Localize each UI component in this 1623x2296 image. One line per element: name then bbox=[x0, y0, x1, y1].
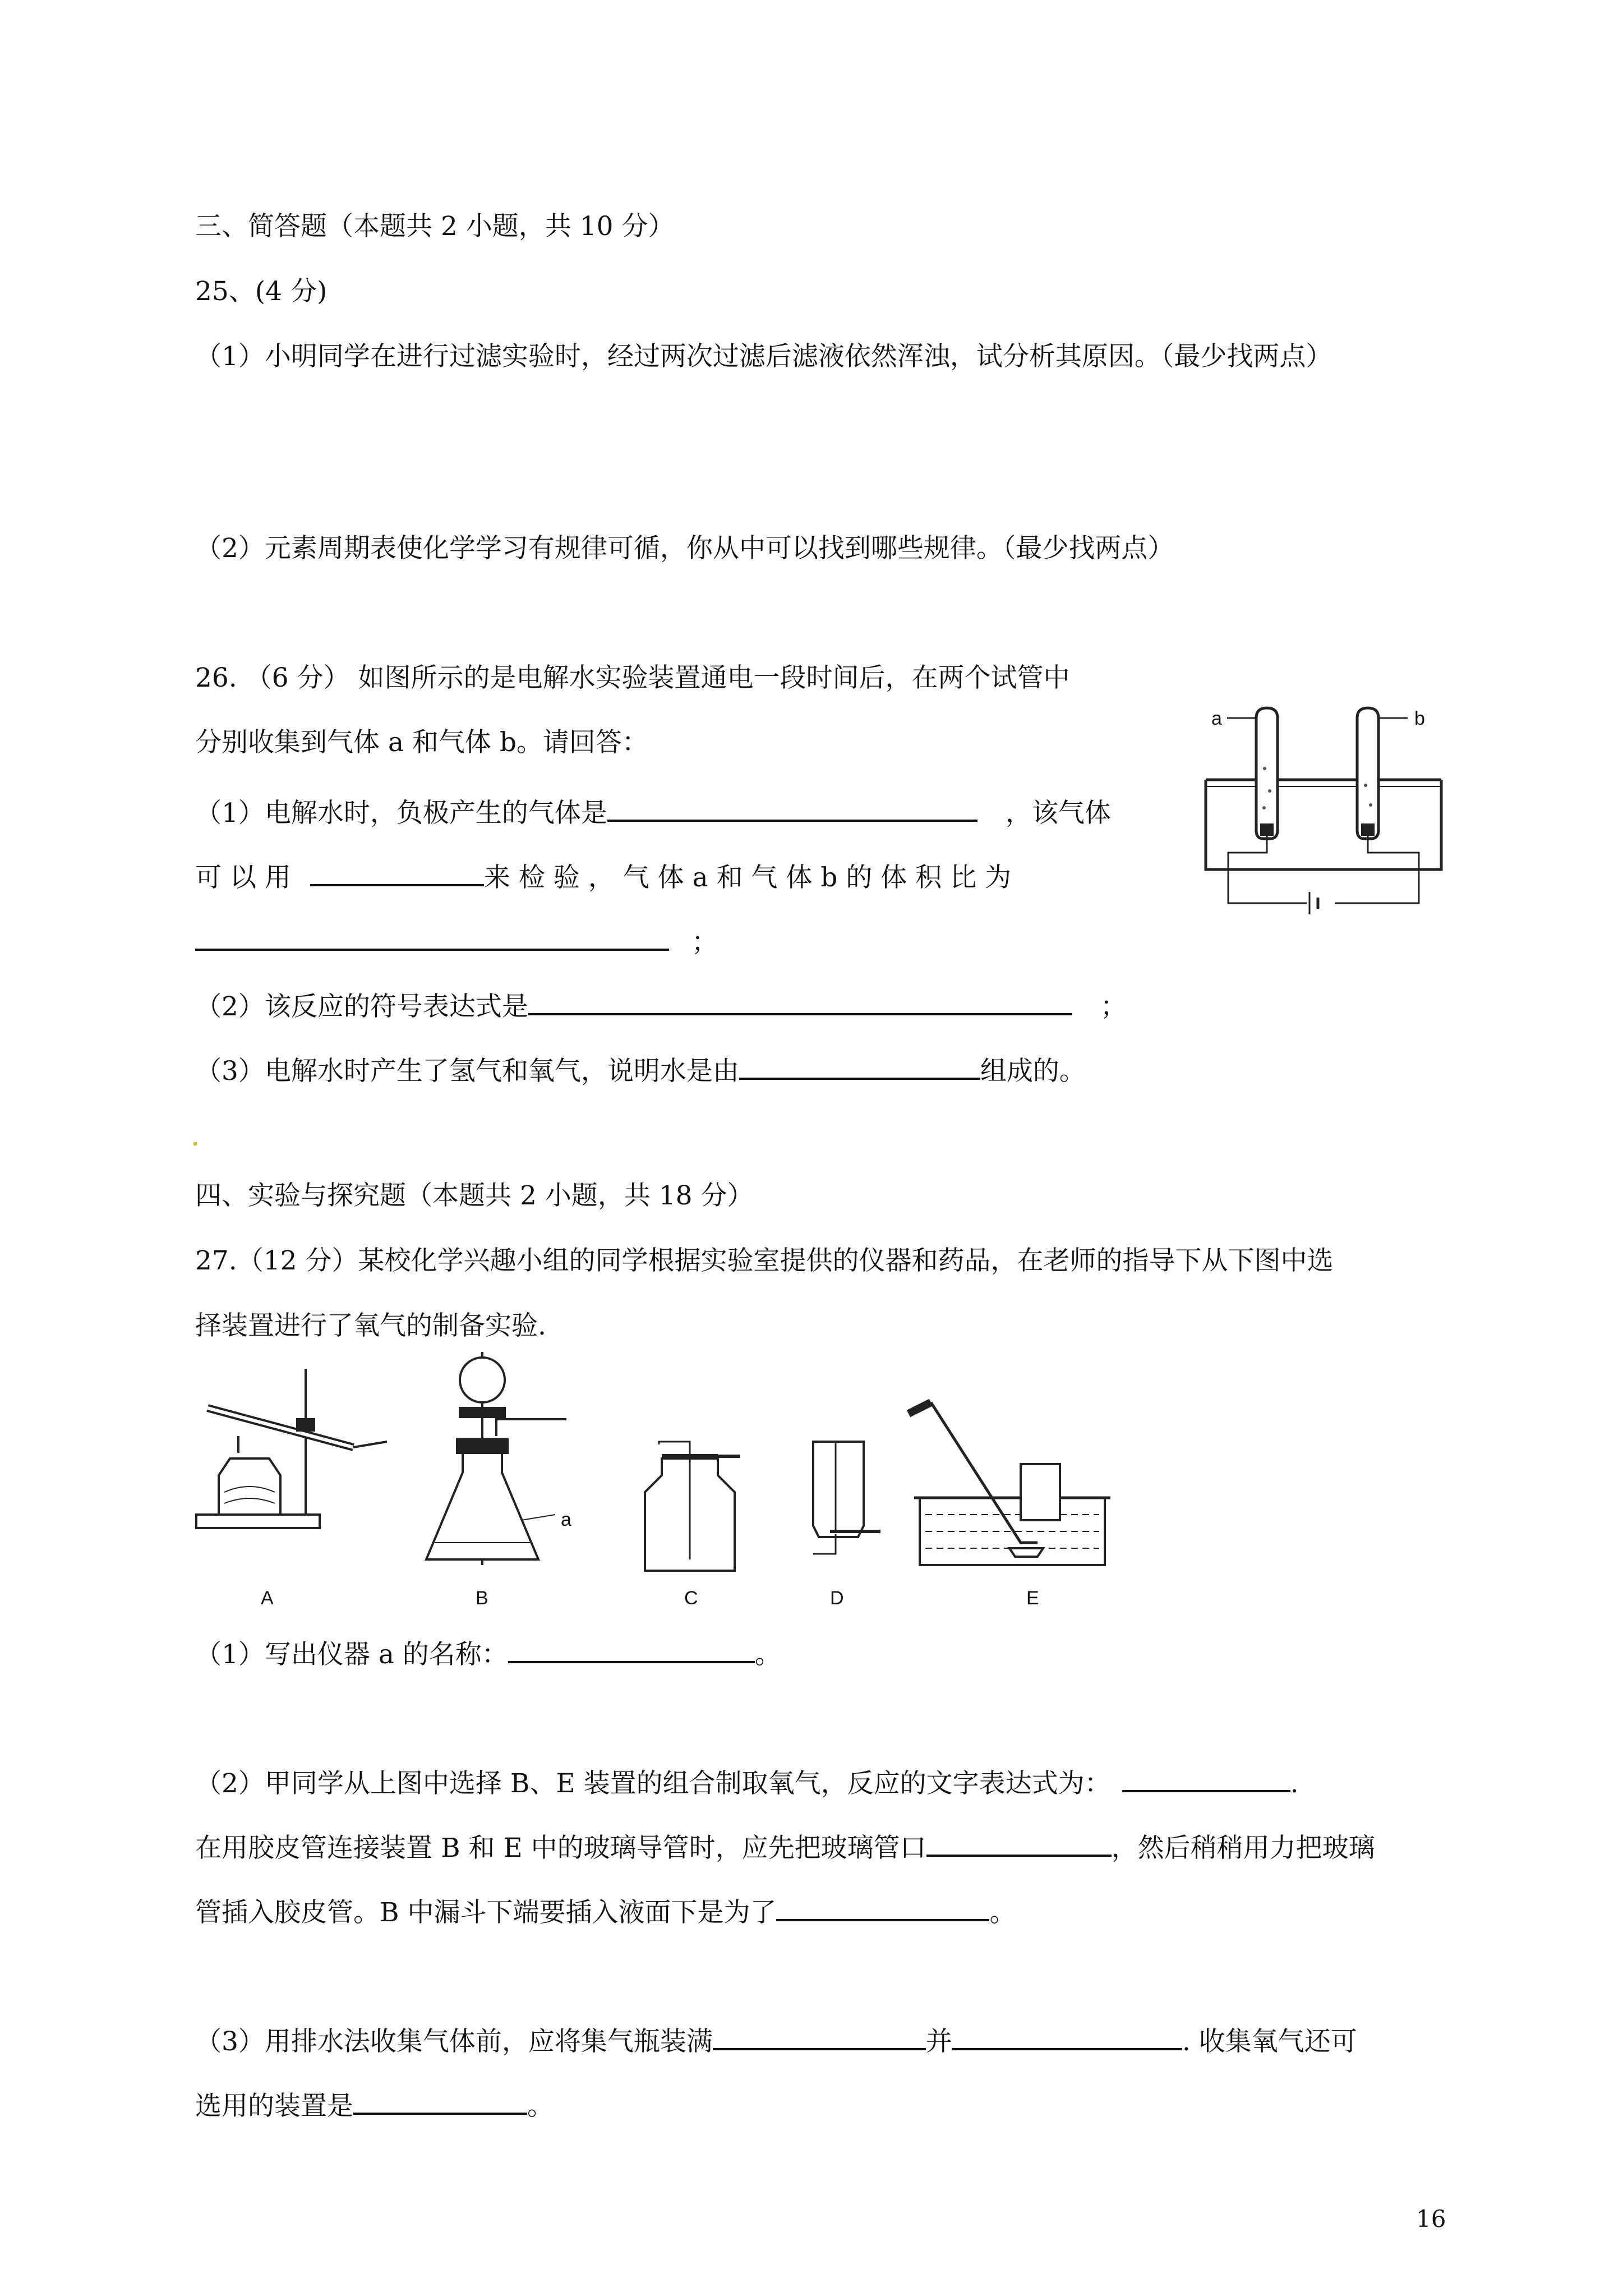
q27-part3-line1 bbox=[195, 2022, 1357, 2055]
q26-heading: 26. （6 分） 如图所示的是电解水实验装置通电一段时间后，在两个试管中 bbox=[195, 662, 1070, 693]
q27-part2-text-e: 管插入胶皮管。B 中漏斗下端要插入液面下是为了 bbox=[195, 1897, 777, 1928]
q27-heading-line2: 择装置进行了氧气的制备实验. bbox=[195, 1310, 546, 1341]
apparatus-b-label-a: a bbox=[561, 1509, 571, 1530]
q26-answer-blank-4[interactable] bbox=[528, 987, 1072, 1015]
q26-part1-text: （1）电解水时，负极产生的气体是 bbox=[195, 798, 607, 829]
q26-part1-text-c: 可 以 用 bbox=[195, 862, 291, 893]
q27-part3-text-e: 。 bbox=[527, 2091, 554, 2122]
apparatus-label-a: A bbox=[261, 1588, 274, 1604]
q27-part3-text-b: 并 bbox=[925, 2026, 952, 2057]
q26-part1-text-e: ； bbox=[691, 927, 718, 958]
q26-answer-blank-3[interactable] bbox=[195, 923, 669, 951]
q27-answer-blank-7[interactable] bbox=[353, 2087, 527, 2115]
section4-title: 四、实验与探究题（本题共 2 小题，共 18 分） bbox=[195, 1180, 754, 1211]
apparatus-label-c: C bbox=[684, 1588, 698, 1604]
q26-part3-text: （3）电解水时产生了氢气和氧气，说明水是由 bbox=[195, 1056, 739, 1087]
apparatus-label-d: D bbox=[830, 1588, 844, 1604]
q27-answer-blank-5[interactable] bbox=[713, 2022, 926, 2050]
q27-part2-text-f: 。 bbox=[989, 1897, 1016, 1928]
q26-part3 bbox=[195, 1052, 1086, 1087]
q27-part2-line3 bbox=[195, 1893, 1016, 1926]
q27-answer-blank-6[interactable] bbox=[952, 2022, 1182, 2050]
apparatus-figure bbox=[185, 1346, 1166, 1604]
q27-part3-line2 bbox=[195, 2087, 554, 2122]
q27-part1-text: （1）写出仪器 a 的名称： bbox=[195, 1639, 508, 1670]
q26-part3-text-b: 组成的。 bbox=[980, 1056, 1086, 1087]
q26-part1-line1 bbox=[195, 794, 1111, 829]
q27-part3-text-c: . 收集氧气还可 bbox=[1182, 2026, 1357, 2057]
q25-part1: （1）小明同学在进行过滤实验时，经过两次过滤后滤液依然浑浊，试分析其原因。（最少找两点） bbox=[195, 341, 1332, 372]
q27-answer-blank-2[interactable] bbox=[1122, 1764, 1290, 1792]
q27-part2-text-d: ，然后稍稍用力把玻璃 bbox=[1111, 1833, 1375, 1864]
apparatus-label-b: B bbox=[476, 1588, 488, 1604]
q27-answer-blank-1[interactable] bbox=[508, 1635, 755, 1663]
figure-label-a: a bbox=[1211, 708, 1222, 729]
q26-answer-blank-1[interactable] bbox=[607, 794, 978, 822]
q25-part2: （2）元素周期表使化学学习有规律可循，你从中可以找到哪些规律。（最少找两点） bbox=[195, 533, 1174, 564]
q27-part2-text-b: . bbox=[1290, 1768, 1299, 1799]
q27-part3-text-d: 选用的装置是 bbox=[195, 2091, 353, 2122]
q27-part1-text-b: 。 bbox=[754, 1639, 781, 1670]
q26-part1-line3 bbox=[195, 923, 718, 958]
section3-title: 三、简答题（本题共 2 小题，共 10 分） bbox=[195, 211, 675, 242]
q27-heading: 27.（12 分）某校化学兴趣小组的同学根据实验室提供的仪器和药品，在老师的指导下从下图中选 bbox=[195, 1245, 1334, 1276]
electrolysis-figure bbox=[1195, 701, 1458, 926]
q26-heading-line2: 分别收集到气体 a 和气体 b。请回答： bbox=[195, 727, 648, 758]
stray-mark bbox=[193, 1142, 197, 1145]
q26-part2-text: （2）该反应的符号表达式是 bbox=[195, 991, 528, 1022]
q27-part3-text: （3）用排水法收集气体前，应将集气瓶装满 bbox=[195, 2026, 713, 2057]
q26-part1-line2 bbox=[195, 858, 1011, 891]
q26-part1-text-b: ，该气体 bbox=[1005, 798, 1111, 829]
q26-part2-text-b: ； bbox=[1100, 991, 1127, 1022]
figure-label-b: b bbox=[1414, 708, 1425, 729]
q27-part2-line1 bbox=[195, 1764, 1299, 1797]
q27-part2-line2 bbox=[195, 1829, 1375, 1864]
q26-answer-blank-5[interactable] bbox=[739, 1052, 980, 1080]
q26-part2 bbox=[195, 987, 1127, 1020]
apparatus-label-e: E bbox=[1026, 1588, 1039, 1604]
q27-part1 bbox=[195, 1635, 781, 1668]
q27-answer-blank-3[interactable] bbox=[926, 1829, 1112, 1857]
q27-part2-text-c: 在用胶皮管连接装置 B 和 E 中的玻璃导管时，应先把玻璃管口 bbox=[195, 1833, 926, 1864]
q27-answer-blank-4[interactable] bbox=[776, 1893, 989, 1921]
q26-part1-text-d: 来 检 验 ， 气 体 a 和 气 体 b 的 体 积 比 为 bbox=[483, 862, 1012, 893]
q27-part2-text: （2）甲同学从上图中选择 B、E 装置的组合制取氧气，反应的文字表达式为： bbox=[195, 1768, 1111, 1799]
q26-answer-blank-2[interactable] bbox=[310, 858, 484, 886]
q25-heading: 25、(4 分) bbox=[195, 276, 328, 307]
page-number: 16 bbox=[1416, 2205, 1446, 2233]
